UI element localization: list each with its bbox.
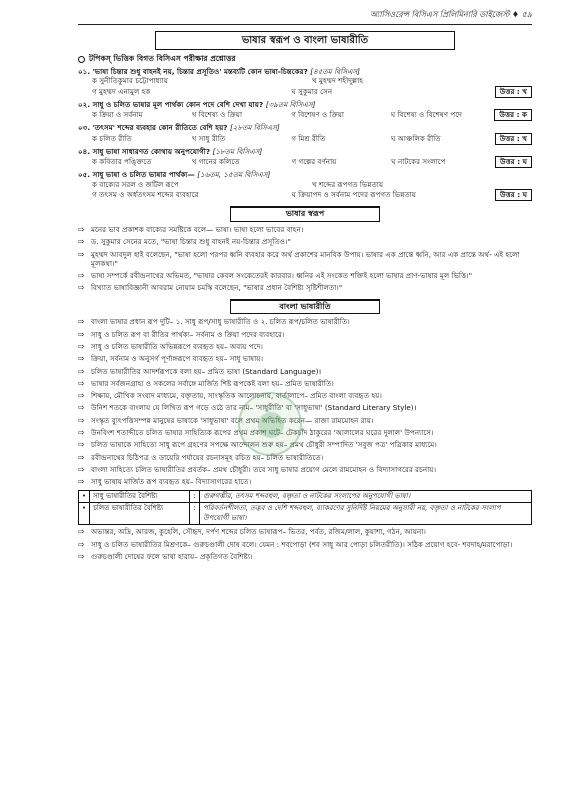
question-source: [৪৫তম বিসিএস] — [310, 66, 360, 76]
option: খ গানের কলিতে — [191, 157, 240, 167]
table-value: পরিবর্তনশীলতা, তদ্ভব ও দেশি শব্দবহুল, ব্যাকরণের সুনির্দিষ্ট নিয়মের অনুসারী নয়, বক্তৃতা ও নাটকের সংলাপ উপযোগী ভাষা। — [200, 503, 532, 525]
question-item — [78, 123, 532, 144]
arrow-bullet-icon: ⇨ — [78, 329, 85, 339]
bullet-item — [78, 330, 532, 341]
table-colon: : — [190, 503, 200, 525]
arrow-bullet-icon: ⇨ — [78, 378, 85, 388]
bullet-item — [78, 403, 532, 414]
bullet-item — [78, 391, 532, 402]
arrow-bullet-icon: ⇨ — [78, 341, 85, 351]
bullet-item — [78, 465, 532, 476]
bullet-text: সাধু ও চলিত ভাষারীতি অভিন্নরূপে ব্যবহৃত হয়– অব্যয় পদে। — [91, 341, 263, 351]
bullet-text: গুরুচণ্ডালী দোষের ফলে ভাষা হারায়– প্রকৃতিগত বৈশিষ্ট্য। — [91, 551, 253, 561]
section2-list — [78, 317, 532, 488]
table-label: সাধু ভাষারীতির বৈশিষ্ট্য — [90, 491, 190, 503]
arrow-bullet-icon: ⇨ — [78, 391, 85, 401]
bullet-text: চলিত ভাষারীতির আদর্শরূপকে বলা হয়– প্রমিত ভাষা (Standard Language)। — [91, 366, 322, 376]
table-label: চলিত ভাষারীতির বৈশিষ্ট্য — [90, 503, 190, 525]
option: গ বিশেষণ ও ক্রিয়া — [291, 110, 344, 120]
option: খ বিশেষ্য ও ক্রিয়া — [191, 110, 243, 120]
table-colon: : — [190, 491, 200, 503]
bullet-text: চলিত ভাষাকে সাহিত্যে সাধু রূপে গ্রহণের সপক্ষে আন্দোলন শুরু হয়– প্রমথ চৌধুরী সম্পাদিত 'সবুজ পত্র' পত্রিকার মাধ্যমে। — [91, 440, 437, 450]
bullet-item — [78, 354, 532, 365]
answer-box: উত্তর : খ — [495, 86, 532, 98]
answer-box: উত্তর : খ — [495, 133, 532, 145]
arrow-bullet-icon: ⇨ — [78, 464, 85, 474]
option: ক চলিত রীতি — [92, 133, 132, 143]
arrow-bullet-icon: ⇨ — [78, 249, 85, 259]
table-value: গুরুগম্ভীর, তৎসম শব্দবহুল, বক্তৃতা ও নাটকের সংলাপের অনুপযোগী ভাষা। — [200, 491, 532, 503]
question-item — [78, 147, 532, 168]
circle-bullet-icon — [78, 56, 85, 63]
bullet-text: বাংলা সাহিত্যে চলিত ভাষারীতির প্রবর্তক– প্রমথ চৌধুরী। তবে সাধু ভাষার প্রয়োগ মেলে রামমোহন ও বিদ্যাসাগরের রচনায়। — [91, 464, 437, 474]
bullet-item — [78, 527, 532, 538]
question-item — [78, 67, 532, 98]
bullet-item — [78, 317, 532, 328]
bullet-item — [78, 271, 532, 282]
table-row — [79, 491, 532, 503]
question-text: ০২. সাধু ও চলিত ভাষার মূল পার্থক্য কোন পদে বেশি দেখা যায়? — [78, 99, 264, 109]
question-stem — [78, 147, 532, 157]
bullet-text: সাধু ভাষায় মার্জিত রূপ ব্যবহৃত হয়– বিদ্যাসাগরের হাতে। — [91, 477, 252, 487]
option-block — [78, 180, 532, 201]
question-stem — [78, 170, 532, 180]
bullet-text: বাংলা ভাষার প্রধান রূপ দুটি– ১. সাধু রূপ/সাধু ভাষারীতি ও ২. চলিত রূপ/চলিত ভাষারীতি। — [91, 317, 350, 327]
bullet-item — [78, 225, 532, 236]
question-source: [১৮তম বিসিএস] — [212, 146, 263, 156]
bullet-item — [78, 477, 532, 488]
question-text: ০৪. সাধু ভাষা সাধারণত কোথায় অনুপযোগী? — [78, 146, 211, 156]
bullet-item — [78, 379, 532, 390]
bullet-text: রবীন্দ্রনাথের চিঠিপত্র ও ডায়েরি পর্যায়ের রচনাসমূহ রচিত হয়– চলিত ভাষারীতিতে। — [91, 452, 324, 462]
section1-list — [78, 225, 532, 294]
question-list — [78, 67, 532, 202]
question-text: ০১. 'ভাষা চিন্তার শুধু বাহনই নয়, চিন্তার প্রসূতিও' মন্তব্যটি কোন ভাষা-চিন্তকের? — [78, 66, 308, 76]
option: ঘ আঞ্চলিক রীতি — [391, 133, 441, 143]
arrow-bullet-icon: ⇨ — [78, 539, 85, 549]
bullet-item — [78, 416, 532, 427]
option-block — [78, 76, 532, 97]
bullet-text: ভাষার সর্বজনগ্রাহ্য ও সকলের সর্বাঙ্গে মার্জিত শিষ্ট রূপকেই বলা হয়– প্রমিত ভাষারীতি। — [91, 378, 334, 388]
table-bullet: • — [79, 503, 90, 525]
watermark-logo-icon — [238, 392, 302, 456]
arrow-bullet-icon: ⇨ — [78, 270, 85, 280]
question-stem — [78, 67, 532, 77]
bullet-text: ভাষা সম্পর্কে রবীন্দ্রনাথের অভিমত, "ভাষার কেবল সংকেতেরই কারবার। ধ্বনির এই সংকেত শক্তিই হলো ভাষার প্রাণ-ভাষার মূল ভিত্তি।" — [91, 270, 472, 280]
arrow-bullet-icon: ⇨ — [78, 452, 85, 462]
bullet-item — [78, 237, 532, 248]
option: ক সুনীতিকুমার চট্টোপাধ্যায় — [92, 76, 168, 86]
arrow-bullet-icon: ⇨ — [78, 403, 85, 413]
question-source: [৩৯তম বিসিএস] — [265, 99, 316, 109]
option: গ তৎসম ও অর্ধতৎসম শব্দের ব্যবহারে — [92, 190, 199, 200]
bullet-text: শিক্ষায়, মৌখিক সংবাদ মাধ্যমে, বক্তৃতায়, সাংস্কৃতিক আলোচনায়, বার্তালাপে– প্রমিত বাংলা ব্যবহৃত হয়। — [91, 391, 382, 401]
bullet-text: বিখ্যাত ভাষাবিজ্ঞানী আবরাম নোয়াম চমস্কি বলেছেন, "ভাষার প্রধান বৈশিষ্ট্য সৃষ্টিশীলতা।" — [91, 282, 343, 292]
bullet-item — [78, 540, 532, 551]
option: ক বাক্যের সরল ও জটিল রূপে — [92, 179, 179, 189]
topic-heading-text: টপিকস্ ভিত্তিক বিগত বিসিএস পরীক্ষার প্রশ্নোত্তর — [89, 54, 236, 64]
bullet-text: সংস্কৃত ব্যুৎপত্তিসম্পন্ন মানুষের ভাষাকে 'সাধুভাষা' বলে প্রথম অভিহিত করেন— রাজা রামমোহন রায়। — [91, 415, 374, 425]
question-stem — [78, 100, 532, 110]
bullet-text: ক্রিয়া, সর্বনাম ও অনুসর্গ পূর্ণাঙ্গরূপে ব্যবহৃত হয়– সাধু ভাষায়। — [91, 354, 264, 364]
option: খ শব্দের রূপগত ভিন্নতায় — [312, 179, 384, 189]
bullet-text: অভ্যন্তর, অদ্রি, আরজ, কুহেলি, সৌহৃদ, দর্পণ শব্দের চলিত ভাষারূপ– ভিতর, পর্বত, রজিম/লাল, কুয়াশা, গঠন, আয়না। — [91, 527, 426, 537]
question-item — [78, 100, 532, 121]
option: গ গল্পের বর্ণনায় — [291, 157, 337, 167]
bullet-text: উনিশ শতকে বাংলায় যে লিখিত রূপ গড়ে ওঠে তার নাম– 'সাধুরীতি' বা 'সাধুভাষা' (Standard Literary Style)। — [91, 403, 417, 413]
features-table — [78, 490, 532, 525]
bullet-item — [78, 342, 532, 353]
arrow-bullet-icon: ⇨ — [78, 551, 85, 561]
running-head: অ্যাসিওরেন্স বিসিএস প্রিলিমিনারি ডাইজেস্ট ♦ ৫৯ — [78, 10, 532, 25]
option: ঘ নাটকের সংলাপে — [391, 157, 446, 167]
bullet-item — [78, 440, 532, 451]
option-row — [92, 189, 532, 201]
section-title-bhashar-swarup: ভাষার স্বরূপ — [230, 206, 380, 222]
bullet-text: মুহম্মদ আবদুল হাই বলেছেন, "ভাষা হলো পরপর ধ্বনি ব্যবহার করে অর্থ প্রকাশের মানবিক উপায়। ভাষার এক প্রান্তে ধ্বনি, আর এক প্রান্তে অর্থ- এই হলো মূলকথা।" — [91, 249, 520, 269]
bullet-item — [78, 367, 532, 378]
option: গ মিশ্র রীতি — [291, 133, 326, 143]
option: ক কবিতার পঙ্ক্তিতে — [92, 157, 152, 167]
bullet-item — [78, 453, 532, 464]
arrow-bullet-icon: ⇨ — [78, 428, 85, 438]
bullet-text: মনের ভাব প্রকাশক বাক্যের সমষ্টিকে বলে— ভাষা। ভাষা হলো ভাবের বাহন। — [91, 224, 304, 234]
option-row — [78, 156, 532, 168]
answer-box: উত্তর : ক — [494, 109, 532, 121]
arrow-bullet-icon: ⇨ — [78, 366, 85, 376]
bullet-item — [78, 428, 532, 439]
arrow-bullet-icon: ⇨ — [78, 282, 85, 292]
arrow-bullet-icon: ⇨ — [78, 440, 85, 450]
bullet-item — [78, 250, 532, 269]
section-title-bangla-bhasharriti: বাংলা ভাষারীতি — [230, 299, 380, 315]
question-text: ০৫. সাধু ভাষা ও চলিত ভাষার পার্থক্য— — [78, 170, 195, 180]
option: ক ক্রিয়া ও সর্বনাম — [92, 110, 143, 120]
bullet-text: ড. সুকুমার সেনের মতে, "ভাষা চিন্তার শুধু বাহনই নয়-চিন্তার প্রসূতিও।" — [91, 237, 291, 247]
arrow-bullet-icon: ⇨ — [78, 317, 85, 327]
bullet-item — [78, 283, 532, 294]
option: খ সাধু রীতি — [191, 133, 226, 143]
table-bullet: • — [79, 491, 90, 503]
question-item — [78, 170, 532, 201]
arrow-bullet-icon: ⇨ — [78, 527, 85, 537]
option-row — [92, 180, 532, 190]
option-row — [78, 133, 532, 145]
bullet-item — [78, 552, 532, 563]
table-row — [79, 503, 532, 525]
arrow-bullet-icon: ⇨ — [78, 354, 85, 364]
arrow-bullet-icon: ⇨ — [78, 415, 85, 425]
chapter-title: ভাষার স্বরূপ ও বাংলা ভাষারীতি — [155, 31, 455, 51]
answer-box: উত্তর : ঘ — [495, 189, 532, 201]
bullet-text: সাধু ও চলিত রূপ বা রীতির পার্থক্য– সর্বনাম ও ক্রিয়া পদের ব্যবহারে। — [91, 329, 285, 339]
topic-heading — [78, 54, 532, 64]
option-row — [92, 76, 532, 86]
arrow-bullet-icon: ⇨ — [78, 477, 85, 487]
bullet-text: সাধু ও চলিত ভাষারীতির মিশ্রণকে– গুরুচণ্ডালী দোষ বলে। যেমন : শবপোড়া (শব সাধু আর পোড়া চলিতরীতি)। সঠিক প্রয়োগ হবে- শবদাহ/মরাপোড়া। — [91, 539, 513, 549]
option-row — [92, 86, 532, 98]
option: খ মুহম্মদ শহীদুল্লাহ — [312, 76, 364, 86]
option: ঘ সুকুমার সেন — [291, 86, 333, 96]
arrow-bullet-icon: ⇨ — [78, 224, 85, 234]
section3-list — [78, 527, 532, 562]
option-row — [78, 109, 532, 121]
arrow-bullet-icon: ⇨ — [78, 237, 85, 247]
question-source: [২৮তম বিসিএস] — [230, 123, 280, 133]
question-text: ০৩. 'তৎসম' শব্দের ব্যবহার কোন রীতিতে বেশি হয়? — [78, 123, 228, 133]
option: গ মুহম্মদ এনামুল হক — [92, 86, 151, 96]
question-source: [১৬তম, ১৫তম বিসিএস] — [197, 170, 271, 180]
question-stem — [78, 123, 532, 133]
bullet-text: উনবিংশ শতাব্দীতে চলিত ভাষার সাহিত্যিক রূপের প্রথম প্রকাশ ঘটে– টেকচাঁদ ঠাকুরের 'আলালের ঘরের দুলাল' উপন্যাসে। — [91, 428, 434, 438]
option: ঘ বিশেষ্য ও বিশেষণ পদে — [390, 110, 462, 120]
option: ঘ ক্রিয়াপদ ও সর্বনাম পদের রূপগত ভিন্নতায় — [291, 190, 417, 200]
answer-box: উত্তর : ঘ — [495, 156, 532, 168]
